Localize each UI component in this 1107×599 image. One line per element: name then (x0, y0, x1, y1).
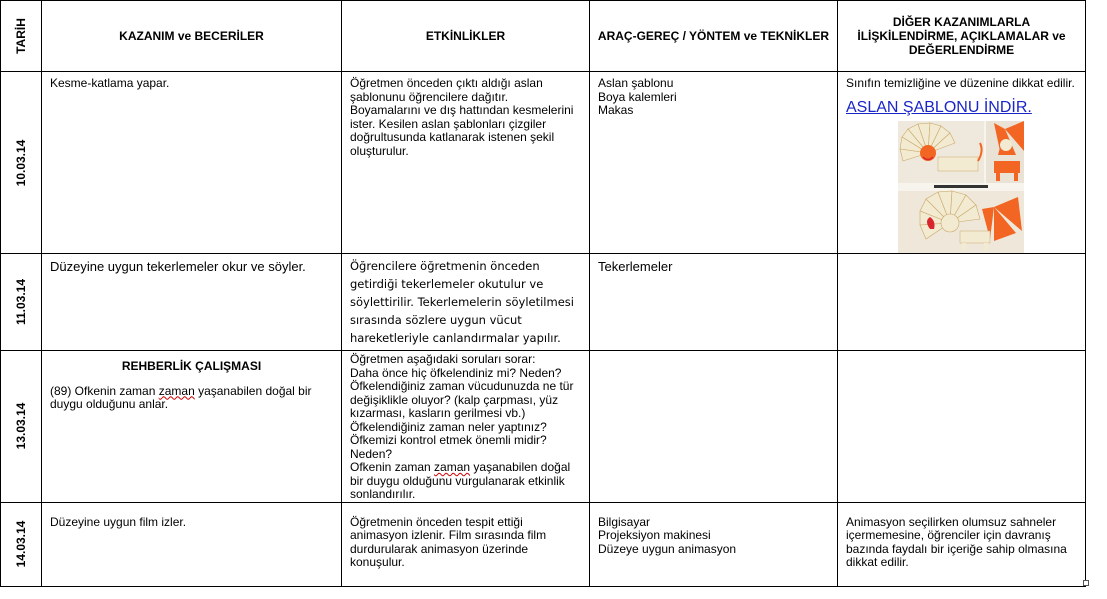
date-cell: 13.03.14 (1, 351, 42, 503)
header-tarih: TARİH (1, 1, 42, 72)
header-etkinlikler: ETKİNLİKLER (342, 1, 590, 72)
diger-cell: Sınıfın temizliğine ve düzenine dikkat edilir. ASLAN ŞABLONU İNDİR. (838, 72, 1086, 254)
header-row (1, 1, 1086, 72)
diger-cell: Animasyon seçilirken olumsuz sahneler içermemesine, öğrenciler için davranış bazında faydalı bir içeriğe sahip olmasına dikkat edilir. (838, 502, 1086, 586)
etkinlik-cell: Öğretmenin önceden tespit ettiği animasyon izlenir. Film sırasında film durdurularak animasyon üzerinde konuşulur. (342, 502, 590, 586)
aslan-sablonu-download-link[interactable]: ASLAN ŞABLONU İNDİR. (846, 98, 1032, 116)
table-row (1, 351, 1086, 503)
diger-cell (838, 254, 1086, 351)
header-diger: DİĞER KAZANIMLARLA İLİŞKİLENDİRME, AÇIKLAMALAR ve DEĞERLENDİRME (838, 1, 1086, 72)
kazanim-cell: Düzeyine uygun tekerlemeler okur ve söyler. (42, 254, 342, 351)
etkinlik-cell: Öğretmen önceden çıktı aldığı aslan şablonunu öğrencilere dağıtır. Boyamalarını ve dış hattından kesmelerini ister. Kesilen aslan şablonları çizgiler doğrultusunda katlanarak istenen şekil oluşturulur. (342, 72, 590, 254)
header-arac: ARAÇ-GEREÇ / YÖNTEM ve TEKNİKLER (590, 1, 838, 72)
kazanim-cell (42, 351, 342, 503)
etkinlik-cell: Öğretmen aşağıdaki soruları sorar: Daha önce hiç öfkelendiniz mi? Neden? Öfkelendiğiniz zaman vücudunuzda ne tür değişiklikle oluyor? (kalp çarpması, yüz kızarması, kasların gerilmesi vb.) Öfkelendiğiniz zaman neler yaptınız? Öfkemizi kontrol etmek önemli midir? Neden? Ofkenin zaman zaman yaşanabilen doğal bir duygu olduğunu vurgulanarak etkinlik sonlandırılır. (342, 351, 590, 503)
arac-cell (590, 351, 838, 503)
kazanim-cell: Kesme-katlama yapar. (42, 72, 342, 254)
table-row (1, 72, 1086, 254)
etkinlik-cell: Öğrencilere öğretmenin önceden getirdiği tekerlemeler okutulur ve söylettirilir. Tekerlemelerin söyletilmesi sırasında sözlere uygun vücut hareketleriyle canlandırmalar yapılır. (342, 254, 590, 351)
diger-cell (838, 351, 1086, 503)
kazanim-cell: Düzeyine uygun film izler. (42, 502, 342, 586)
arac-cell: Tekerlemeler (590, 254, 838, 351)
rehberlik-title: REHBERLİK ÇALIŞMASI (121, 359, 262, 373)
table-row (1, 254, 1086, 351)
date-cell: 10.03.14 (1, 72, 42, 254)
header-kazanim: KAZANIM ve BECERİLER (42, 1, 342, 72)
date-cell: 14.03.14 (1, 502, 42, 586)
date-cell: 11.03.14 (1, 254, 42, 351)
table-row (1, 502, 1086, 586)
lion-craft-image (898, 121, 1024, 253)
table-resize-handle[interactable] (1083, 580, 1089, 586)
rehberlik-text: (89) Ofkenin zaman zaman yaşanabilen doğal bir duygu olduğunu anlar. (50, 383, 312, 411)
arac-cell: Bilgisayar Projeksiyon makinesi Düzeye uygun animasyon (590, 502, 838, 586)
arac-cell: Aslan şablonu Boya kalemleri Makas (590, 72, 838, 254)
